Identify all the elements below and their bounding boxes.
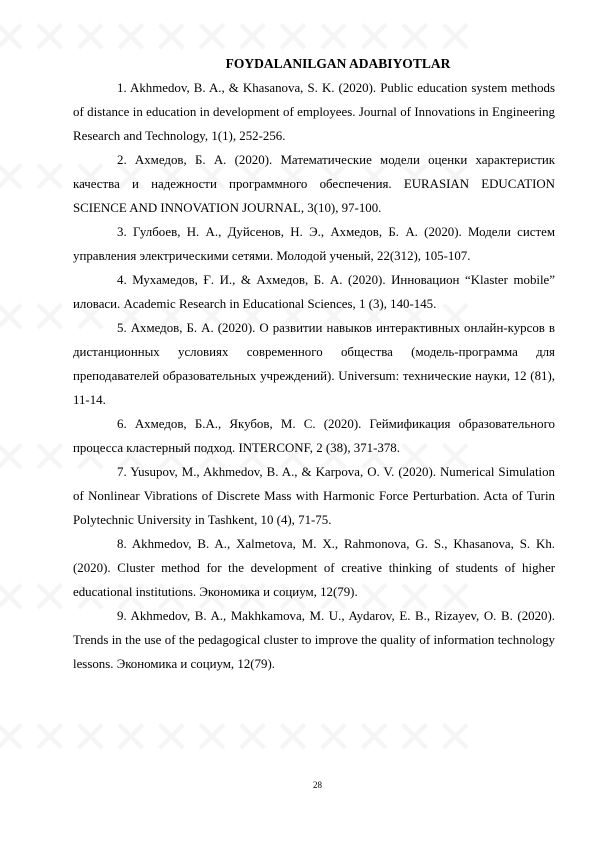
reference-item: 6. Ахмедов, Б.А., Якубов, М. С. (2020). Геймификация образовательного процесса кластерный подход. INTERCONF, 2 (38), 371-378.	[73, 417, 555, 455]
page-number: 28	[313, 780, 322, 790]
reference-item: 8. Akhmedov, B. A., Xalmetova, M. X., Rahmonova, G. S., Khasanova, S. Kh. (2020). Cluster method for the development of creative thinking of students of higher educational institutions. Экономика и социум, 12(79).	[73, 537, 555, 599]
reference-item: 1. Akhmedov, B. A., & Khasanova, S. K. (2020). Public education system methods of distance in education in development of employees. Journal of Innovations in Engineering Research and Technology, 1(1), 252-256.	[73, 81, 555, 143]
reference-list	[73, 76, 555, 676]
reference-item: 7. Yusupov, M., Akhmedov, B. A., & Karpova, O. V. (2020). Numerical Simulation of Nonlinear Vibrations of Discrete Mass with Harmonic Force Perturbation. Acta of Turin Polytechnic University in Tashkent, 10 (4), 71-75.	[73, 465, 555, 527]
reference-item: 9. Akhmedov, B. A., Makhkamova, M. U., Aydarov, E. B., Rizayev, O. B. (2020). Trends in the use of the pedagogical cluster to improve the quality of information technology lessons. Экономика и социум, 12(79).	[73, 609, 555, 671]
reference-item: 3. Гулбоев, Н. А., Дуйсенов, Н. Э., Ахмедов, Б. А. (2020). Модели систем управления электрическими сетями. Молодой ученый, 22(312), 105-107.	[73, 225, 555, 263]
background-watermark	[0, 710, 477, 764]
reference-item: 2. Ахмедов, Б. А. (2020). Математические модели оценки характеристик качества и надежности программного обеспечения. EURASIAN EDUCATION SCIENCE AND INNOVATION JOURNAL, 3(10), 97-100.	[73, 153, 555, 215]
document-page	[73, 52, 555, 676]
references-heading: FOYDALANILGAN ADABIYOTLAR	[225, 56, 451, 71]
reference-item: 4. Мухамедов, Ғ. И., & Ахмедов, Б. А. (2020). Инновацион “Klaster mobile” иловаси. Academic Research in Educational Sciences, 1 (3), 140-145.	[73, 273, 555, 311]
reference-item: 5. Ахмедов, Б. А. (2020). О развитии навыков интерактивных онлайн-курсов в дистанционных условиях современного общества (модель-программа для преподавателей образовательных учреждений). Universum: технические науки, 12 (81), 11-14.	[73, 321, 555, 407]
